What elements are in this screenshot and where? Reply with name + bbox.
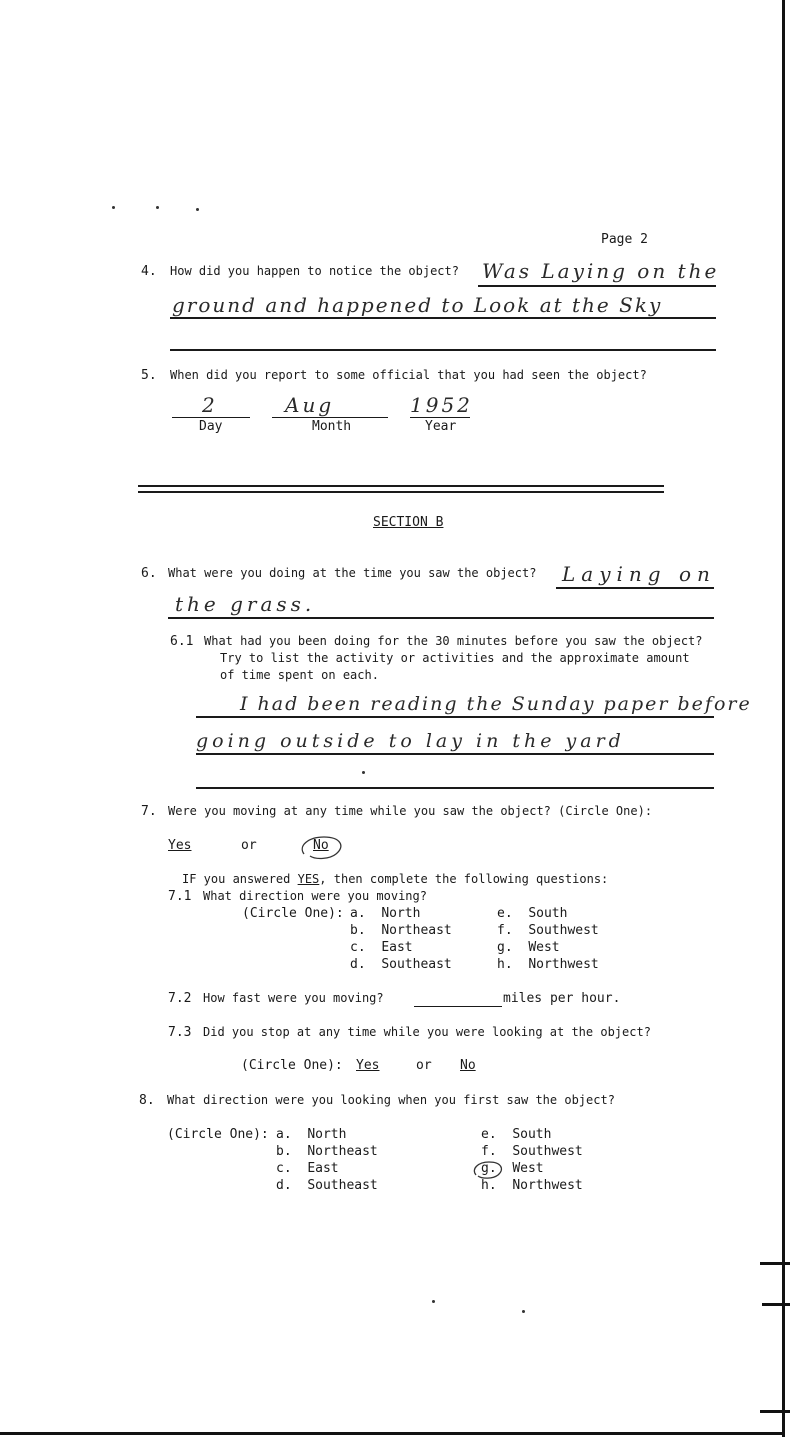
scan-edge-bottom (0, 1432, 785, 1435)
q6-1-answer-rule2 (196, 753, 714, 755)
q6-answer-line1: Laying on (562, 562, 716, 586)
q4-answer-rule2 (170, 317, 716, 319)
speck (362, 771, 365, 774)
q4-answer-rule1 (478, 285, 716, 287)
speck (112, 206, 115, 209)
q7-1-option-h: h. Northwest (497, 957, 599, 972)
q7-3-yes: Yes (356, 1058, 380, 1073)
q5-day-rule (172, 417, 250, 418)
q7-number: 7. (141, 804, 157, 819)
scan-mark-2 (762, 1303, 790, 1306)
q8-option-g: g. West (481, 1161, 544, 1176)
q7-3-no: No (460, 1058, 476, 1073)
q6-1-line1: What had you been doing for the 30 minutes before you saw the object? (204, 634, 703, 648)
speck (156, 206, 159, 209)
speck (432, 1300, 435, 1303)
q4-question: How did you happen to notice the object? (170, 264, 459, 278)
q7-1-option-a: a. North (350, 906, 421, 921)
q8-option-g-circle (470, 1158, 506, 1182)
q5-month-value: Aug (285, 393, 335, 417)
q6-answer-line2: the grass. (175, 592, 316, 616)
q5-question: When did you report to some official that you had seen the object? (170, 368, 647, 382)
q7-1-option-d: d. Southeast (350, 957, 452, 972)
q5-month-rule (272, 417, 388, 418)
q6-question: What were you doing at the time you saw the object? (168, 566, 537, 580)
scan-mark-1 (760, 1262, 790, 1265)
section-divider-2 (138, 491, 664, 493)
q5-year-rule (410, 417, 470, 418)
q7-1-option-g: g. West (497, 940, 560, 955)
q6-1-answer-line1: I had been reading the Sunday paper before (240, 693, 752, 715)
q8-number: 8. (139, 1093, 155, 1108)
q8-option-f: f. Southwest (481, 1144, 583, 1159)
q5-year-label: Year (425, 419, 457, 434)
q7-2-unit: miles per hour. (503, 991, 621, 1006)
q8-question: What direction were you looking when you first saw the object? (167, 1093, 615, 1107)
q5-month-label: Month (312, 419, 352, 434)
q5-year-value: 1952 (410, 393, 473, 417)
section-divider-1 (138, 485, 664, 487)
q7-3-circle-label: (Circle One): (241, 1058, 343, 1073)
q7-3-or: or (416, 1058, 432, 1073)
scan-mark-3 (760, 1410, 790, 1413)
q5-day-value: 2 (202, 393, 218, 417)
q6-answer-rule2 (168, 617, 714, 619)
q7-if-suffix: , then complete the following questions: (319, 872, 609, 886)
q4-answer-rule3 (170, 349, 716, 351)
q7-3-number: 7.3 (168, 1025, 192, 1040)
q6-1-number: 6.1 (170, 634, 194, 649)
page-label: Page 2 (601, 232, 648, 247)
q6-1-answer-rule1 (196, 716, 714, 718)
q7-2-speed-rule (414, 1006, 502, 1007)
q7-2-question: How fast were you moving? (203, 991, 384, 1005)
q6-1-answer-line2: going outside to lay in the yard (196, 730, 625, 752)
q7-question: Were you moving at any time while you saw the object? (Circle One): (168, 804, 653, 818)
q8-option-c: c. East (276, 1161, 339, 1176)
q7-if-prefix: IF you answered (182, 872, 291, 886)
q7-3-question: Did you stop at any time while you were looking at the object? (203, 1025, 651, 1039)
q7-yes: Yes (168, 838, 192, 853)
q6-1-line2: Try to list the activity or activities and the approximate amount (220, 651, 690, 665)
q8-circle-label: (Circle One): (167, 1127, 269, 1142)
speck (196, 208, 199, 211)
q7-2-number: 7.2 (168, 991, 192, 1006)
q7-1-option-b: b. Northeast (350, 923, 452, 938)
q4-number: 4. (141, 264, 157, 279)
q6-number: 6. (141, 566, 157, 581)
speck (522, 1310, 525, 1313)
section-title: SECTION B (373, 515, 444, 530)
q8-option-d: d. Southeast (276, 1178, 378, 1193)
scan-edge-right (782, 0, 785, 1437)
q5-number: 5. (141, 368, 157, 383)
q7-1-option-c: c. East (350, 940, 413, 955)
q7-1-circle-label: (Circle One): (242, 906, 344, 921)
q7-1-question: What direction were you moving? (203, 889, 427, 903)
q6-answer-rule1 (556, 587, 714, 589)
q7-or: or (241, 838, 257, 853)
q7-1-number: 7.1 (168, 889, 192, 904)
q8-option-e: e. South (481, 1127, 552, 1142)
q4-answer-line1: Was Laying on the (482, 259, 720, 283)
q8-option-b: b. Northeast (276, 1144, 378, 1159)
q7-if-line (182, 872, 608, 886)
q7-1-option-f: f. Southwest (497, 923, 599, 938)
q8-option-a: a. North (276, 1127, 347, 1142)
q6-1-answer-rule3 (196, 787, 714, 789)
q8-option-h: h. Northwest (481, 1178, 583, 1193)
q4-answer-line2: ground and happened to Look at the Sky (172, 293, 663, 317)
q7-no: No (313, 838, 329, 853)
q7-no-circle (296, 832, 346, 862)
q7-if-yes: YES (297, 872, 320, 886)
q6-1-line3: of time spent on each. (220, 668, 379, 682)
q5-day-label: Day (199, 419, 223, 434)
q7-1-option-e: e. South (497, 906, 568, 921)
